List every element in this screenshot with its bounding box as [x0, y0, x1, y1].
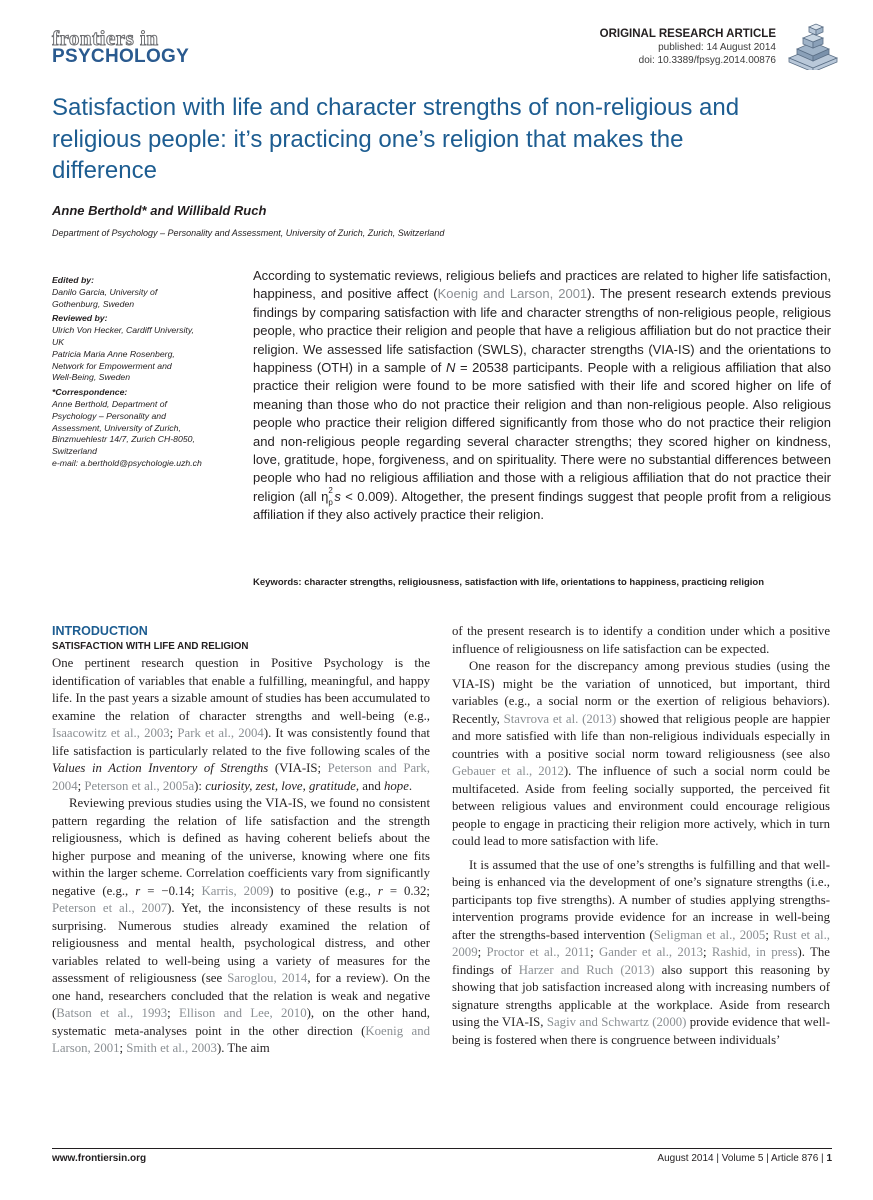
- eta-s: s: [334, 488, 341, 504]
- paragraph: One reason for the discrepancy among previous studies (using the VIA-IS) might be the variation of unnoticed, but important, third variables (e.g., a social norm or the exertion of religious behaviors). Recently, Stavrova et al. (2013) showed that religious people are happier and more satisfied with life than non-religious individuals especially in countries with a positive social norm toward religiousness (see also Gebauer et al., 2012). The influence of such a social norm could be multifaceted. Aside from feeling socially supported, the perceived fit between religious values and environment could encourage religious people to engage in practicing their religion more actively, which in turn could lead to more satisfaction with life.: [452, 659, 830, 848]
- correspondence-heading: *Correspondence:: [52, 387, 128, 398]
- doi-link[interactable]: doi: 10.3389/fpsyg.2014.00876: [638, 54, 776, 66]
- correspondence-line: Switzerland: [52, 446, 97, 457]
- reviewer-line: Network for Empowerment and: [52, 360, 172, 371]
- reviewer-line: Patricia Maria Anne Rosenberg,: [52, 348, 175, 359]
- abstract-text: ). The present research extends previous findings by comparing satisfaction with life and character strengths of non-religious people, religious people, who practice their religion and people that have a religious affiliation but do not practice their religion. We assessed life satisfaction (SWLS), character strengths (VIA-IS) and the orientations to happiness (OTH) in a sample of: [253, 286, 831, 376]
- abstract-text: < 0.009). Altogether, the present findings suggest that people profit from a religious affiliation if they also actively practice their religion.: [253, 488, 831, 523]
- citation-link[interactable]: Karris, 2009: [201, 883, 270, 898]
- citation-link[interactable]: Harzer and Ruch (2013): [518, 962, 655, 977]
- article-type: ORIGINAL RESEARCH ARTICLE: [599, 28, 776, 40]
- italic-text: r: [135, 883, 141, 898]
- correspondence-line: Psychology – Personality and: [52, 410, 166, 421]
- footer-divider: [52, 1148, 832, 1149]
- citation-link[interactable]: Park et al., 2004: [177, 726, 264, 740]
- citation-link[interactable]: Isaacowitz et al., 2003: [52, 726, 170, 740]
- citation-link[interactable]: Rust et al., 2009: [452, 927, 830, 959]
- stacked-blocks-icon: [783, 18, 843, 70]
- eta-subscript: p: [328, 497, 333, 507]
- citation-link[interactable]: Peterson et al., 2007: [52, 901, 168, 915]
- section-heading: INTRODUCTION: [52, 624, 148, 638]
- body-column-left: [52, 623, 430, 1058]
- editor-line: Danilo Garcia, University of: [52, 286, 158, 297]
- footer-issue: August 2014 | Volume 5 | Article 876 |: [657, 1153, 827, 1164]
- citation-link[interactable]: Koenig and Larson, 2001: [52, 1023, 430, 1055]
- published-date: published: 14 August 2014: [658, 42, 776, 53]
- article-authors: Anne Berthold* and Willibald Ruch: [52, 203, 267, 218]
- author-affiliation: Department of Psychology – Personality and Assessment, University of Zurich, Zurich, Switzerland: [52, 228, 445, 238]
- citation-link[interactable]: Peterson and Park, 2004: [52, 761, 430, 793]
- eta-symbol: η: [321, 488, 329, 504]
- paragraph: of the present research is to identify a condition under which a positive influence of religiousness on life satisfaction can be expected.: [452, 624, 830, 656]
- edited-by-heading: Edited by:: [52, 275, 94, 285]
- subsection-heading: SATISFACTION WITH LIFE AND RELIGION: [52, 641, 249, 652]
- italic-text: r: [377, 883, 383, 898]
- correspondence-email[interactable]: e-mail: a.berthold@psychologie.uzh.ch: [52, 457, 202, 468]
- citation-link[interactable]: Proctor et al., 2011: [486, 945, 591, 959]
- citation-link[interactable]: Smith et al., 2003: [126, 1041, 217, 1055]
- keywords: Keywords: character strengths, religiousness, satisfaction with life, orientations to happiness, practicing religion: [253, 577, 765, 588]
- abstract: [253, 267, 831, 525]
- footer-url[interactable]: www.frontiersin.org: [52, 1153, 147, 1164]
- citation-link[interactable]: Saroglou, 2014: [227, 971, 308, 985]
- paragraph: Reviewing previous studies using the VIA-IS, we found no consistent pattern regarding the relation of life satisfaction and the strength religiousness, which is defined as having coherent beliefs about the higher purpose and meaning of the universe, knowing where one fits within the larger scheme. Correlation coefficients vary from significantly negative (e.g., r = −0.14; Karris, 2009) to positive (e.g., r = 0.32; Peterson et al., 2007). Yet, the inconsistency of these results is not surprising. Numerous studies already examined the relation of religiousness and mental health, psychological distress, and other variables related to well-being using a variety of measures for the assessment of religiousness (see Saroglou, 2014, for a review). On the one hand, researchers concluded that the relation is weak and negative (Batson et al., 1993; Ellison and Lee, 2010), on the other hand, systematic meta-analyses point in the other direction (Koenig and Larson, 2001; Smith et al., 2003). The aim: [52, 796, 431, 1055]
- article-meta: [600, 27, 776, 67]
- citation-link[interactable]: Rashid, in press: [711, 945, 798, 959]
- italic-text: Values in Action Inventory of Strengths: [52, 761, 269, 775]
- editor-line: Gothenburg, Sweden: [52, 298, 135, 309]
- reviewer-line: UK: [52, 336, 65, 347]
- citation-link[interactable]: Sagiv and Schwartz (2000): [546, 1015, 687, 1029]
- reviewer-line: Ulrich Von Hecker, Cardiff University,: [52, 325, 194, 336]
- journal-logo-line2: PSYCHOLOGY: [52, 46, 190, 67]
- reviewer-line: Well-Being, Sweden: [52, 372, 131, 383]
- citation-link[interactable]: Gander et al., 2013: [598, 945, 704, 959]
- editorial-sidebar: [52, 275, 244, 473]
- italic-text: hope: [384, 778, 409, 793]
- correspondence-line: Anne Berthold, Department of: [52, 398, 167, 409]
- journal-logo[interactable]: [52, 28, 189, 66]
- paragraph: One pertinent research question in Positive Psychology is the identification of variables that enable a fulfilling, meaningful, and happy life. In the past years a sizable amount of studies has been accumulated to examine the relation of character strengths and well-being (e.g., Isaacowitz et al., 2003; Park et al., 2004). It was consistently found that life satisfaction is particularly related to the five following scales of the Values in Action Inventory of Strengths (VIA-IS; Peterson and Park, 2004; Peterson et al., 2005a): curiosity, zest, love, gratitude, and hope.: [52, 656, 430, 793]
- citation-link[interactable]: Gebauer et al., 2012: [452, 764, 564, 778]
- sample-size-variable: N: [446, 360, 456, 376]
- citation-link[interactable]: Koenig and Larson, 2001: [437, 286, 588, 302]
- eta-superscript: 2: [328, 485, 333, 495]
- article-title: Satisfaction with life and character strengths of non-religious and religious people: it’s practicing one’s religion that makes the difference: [52, 94, 740, 184]
- citation-link[interactable]: Peterson et al., 2005a: [84, 778, 195, 793]
- correspondence-line: Assessment, University of Zurich,: [52, 422, 181, 433]
- citation-link[interactable]: Seligman et al., 2005: [653, 927, 766, 942]
- reviewed-by-heading: Reviewed by:: [52, 313, 108, 324]
- citation-link[interactable]: Stavrova et al. (2013): [503, 711, 617, 726]
- journal-logo-line1: frontiers in: [52, 26, 159, 50]
- citation-link[interactable]: Ellison and Lee, 2010: [179, 1006, 307, 1020]
- abstract-text: According to systematic reviews, religious beliefs and practices are related to higher life satisfaction, happiness, and positive affect (: [253, 268, 831, 302]
- footer-issue-info: [657, 1153, 832, 1164]
- page-number: 1: [826, 1153, 832, 1164]
- italic-text: curiosity, zest, love, gratitude,: [205, 778, 360, 793]
- body-column-right: [452, 623, 830, 1049]
- correspondence-line: Binzmuehlestr 14/7, Zurich CH-8050,: [52, 434, 195, 445]
- abstract-text: = 20538 participants. People with a religious affiliation that also practice their religion were found to be more satisfied with their life and scored higher on life of meaning than those who do not practice their religion and than non-religious people. Also religious people who practice their religion differed significantly from those who do not practice their religion and non-religious people regarding several character strengths; they scored higher on kindness, love, gratitude, hope, forgiveness, and on spirituality. There were no substantial differences between people who had no religious affiliation and those with a religious affiliation that do not practice their religion (all: [253, 360, 831, 504]
- paragraph: It is assumed that the use of one’s strengths is fulfilling and that well-being is enhanced via the development of one’s signature strengths (i.e., participants top five strengths). A number of studies applying strengths-intervention programs provide evidence for an increase in well-being after the strengths-based intervention (Seligman et al., 2005; Rust et al., 2009; Proctor et al., 2011; Gander et al., 2013; Rashid, in press). The findings of Harzer and Ruch (2013) also support this reasoning by showing that job satisfaction increased along with increasing numbers of signature strengths applicable at the workplace. Aside from research using the VIA-IS, Sagiv and Schwartz (2000) provide evidence that well-being is fostered when there is congruence between individuals’: [452, 857, 830, 1047]
- citation-link[interactable]: Batson et al., 1993: [56, 1006, 168, 1020]
